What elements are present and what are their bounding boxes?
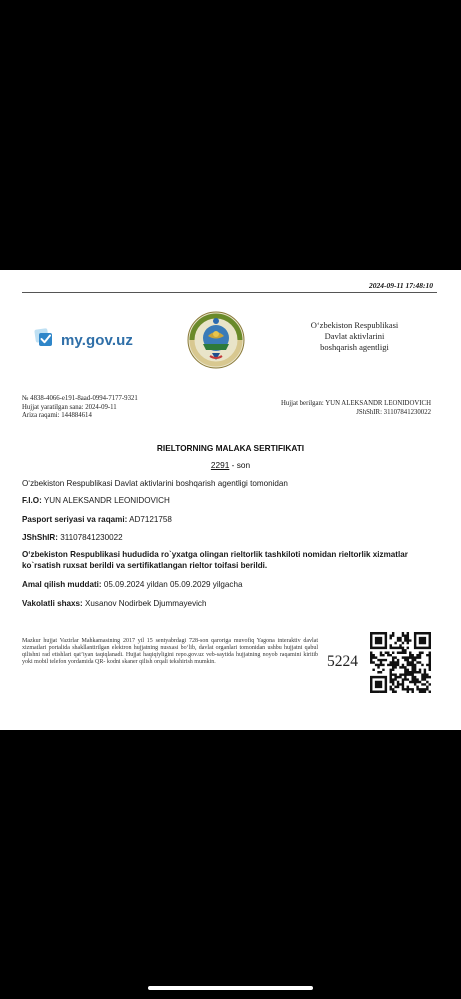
application-number: Ariza raqami: 144884614 — [22, 412, 92, 419]
validity-period: Amal qilish muddati: 05.09.2024 yildan 05.09.2029 yilgacha — [22, 580, 243, 589]
field-passport: Pasport seriyasi va raqami: AD7121758 — [22, 515, 172, 524]
permission-statement: O‘zbekiston Respublikasi hududida ro`yxatga olingan rieltorlik tashkiloti nomidan rieltorlik xizmatlar ko`rsatish ruxsat berildi va sertifikatlangan rieltor toifasi berildi. — [22, 550, 408, 570]
state-emblem-icon — [186, 310, 246, 375]
certificate-number: 2291 - son — [210, 460, 251, 470]
header-divider — [22, 292, 437, 293]
creation-date: Hujjat yaratilgan sana: 2024-09-11 — [22, 403, 117, 411]
document-number: № 4838-4066-e191-8aad-0994-7177-9321 — [22, 395, 138, 402]
certificate-title: RIELTORNING MALAKA SERTIFIKATI — [156, 443, 305, 453]
home-indicator[interactable] — [148, 986, 313, 990]
authorized-person: Vakolatli shaxs: Xusanov Nodirbek Djummayevich — [22, 599, 207, 608]
document-timestamp: 2024-09-11 17:48:10 — [369, 281, 433, 290]
field-fio: F.I.O: YUN ALEKSANDR LEONIDOVICH — [22, 496, 170, 505]
checkmark-square-icon — [34, 328, 56, 353]
qr-modules — [370, 632, 431, 693]
certificate-document — [0, 270, 461, 730]
agency-name: O‘zbekiston Respublikasi Davlat aktivlarini boshqarish agentligi — [310, 320, 399, 352]
verification-code: 5224 — [327, 653, 358, 670]
issued-to: Hujjat berilgan: YUN ALEKSANDR LEONIDOVICH — [280, 400, 431, 407]
legal-footnote: Mazkur hujjat Vazirlar Mahkamasining 2017 yil 15 sentyabrdagi 728-son qaroriga muvofiq Yagona interaktiv davlat xizmatlari portalida shakllantirilgan elektron hujjatning nusxasi bo‘lib, davlat organlari tomonidan ushbu hujjatni qabul qilishni rad etishlari qat’iyan taqiqlanadi. Hujjat haqiqiyligini repo.gov.uz veb-saytida hujjatning noyob raqamini kiritib yoki mobil telefon yordamida QR- kodni skaner qilish orqali tekshirish mumkin. — [22, 638, 318, 665]
field-jshshir: JShShIR: 31107841230022 — [22, 533, 123, 542]
qr-code-icon[interactable] — [370, 632, 431, 698]
document-meta-left — [22, 395, 138, 421]
logo-text: my.gov.uz — [61, 332, 134, 349]
my-gov-logo[interactable] — [34, 328, 133, 353]
issued-to-jshshir: JShShIR: 31107841230022 — [356, 408, 431, 416]
document-meta-right — [281, 400, 431, 417]
issuer-line: O‘zbekiston Respublikasi Davlat aktivlarini boshqarish agentligi tomonidan — [22, 479, 288, 488]
